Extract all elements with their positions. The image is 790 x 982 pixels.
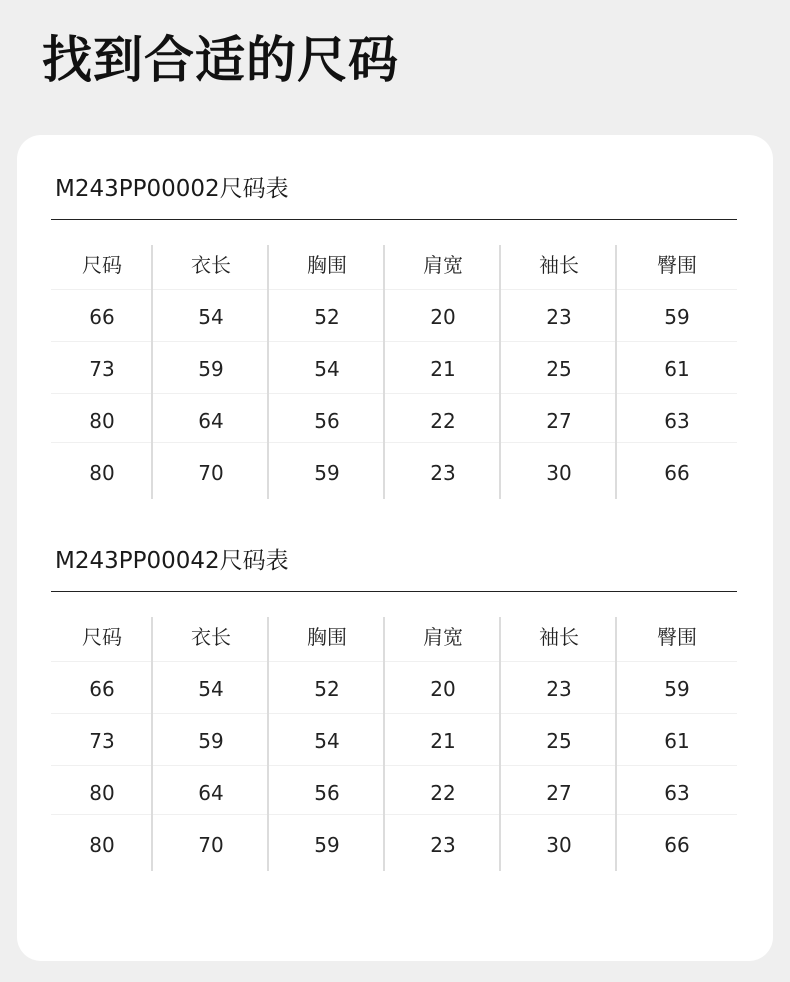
- row-divider: [51, 442, 737, 443]
- row-divider: [51, 289, 737, 290]
- size-chart-card: [17, 135, 773, 961]
- table-cell: 54: [198, 677, 224, 701]
- column-header: 胸围: [307, 253, 347, 277]
- table-cell: 66: [89, 677, 115, 701]
- table-cell: 59: [314, 461, 340, 485]
- table-cell: 66: [89, 305, 115, 329]
- title-divider: [51, 591, 737, 592]
- table-cell: 61: [664, 357, 690, 381]
- table-cell: 70: [198, 833, 224, 857]
- table-cell: 59: [198, 357, 224, 381]
- table-cell: 21: [430, 729, 456, 753]
- table-cell: 54: [198, 305, 224, 329]
- column-header: 衣长: [191, 253, 231, 277]
- table-cell: 59: [664, 305, 690, 329]
- row-divider: [51, 814, 737, 815]
- row-divider: [51, 661, 737, 662]
- column-header: 肩宽: [423, 253, 463, 277]
- row-divider: [51, 393, 737, 394]
- table-cell: 66: [664, 833, 690, 857]
- table-cell: 22: [430, 781, 456, 805]
- table-cell: 80: [89, 781, 115, 805]
- row-divider: [51, 713, 737, 714]
- table-cell: 73: [89, 357, 115, 381]
- table-cell: 64: [198, 781, 224, 805]
- table-cell: 70: [198, 461, 224, 485]
- table-cell: 23: [430, 833, 456, 857]
- table-cell: 52: [314, 305, 340, 329]
- column-header: 臀围: [657, 625, 697, 649]
- page-title: 找到合适的尺码: [42, 31, 399, 89]
- column-header: 臀围: [657, 253, 697, 277]
- table-cell: 63: [664, 781, 690, 805]
- table-cell: 20: [430, 677, 456, 701]
- row-divider: [51, 341, 737, 342]
- table-cell: 56: [314, 781, 340, 805]
- table-cell: 20: [430, 305, 456, 329]
- table-cell: 54: [314, 729, 340, 753]
- table-cell: 30: [546, 833, 572, 857]
- table-cell: 61: [664, 729, 690, 753]
- size-table: [51, 617, 737, 871]
- column-header: 尺码: [82, 625, 122, 649]
- column-header: 袖长: [539, 253, 579, 277]
- size-table-title: M243PP00042尺码表: [55, 548, 289, 574]
- column-header: 肩宽: [423, 625, 463, 649]
- table-cell: 52: [314, 677, 340, 701]
- table-cell: 30: [546, 461, 572, 485]
- table-cell: 64: [198, 409, 224, 433]
- table-cell: 23: [546, 305, 572, 329]
- size-table-title: M243PP00002尺码表: [55, 176, 289, 202]
- table-cell: 59: [314, 833, 340, 857]
- column-header: 衣长: [191, 625, 231, 649]
- table-cell: 80: [89, 461, 115, 485]
- table-cell: 59: [198, 729, 224, 753]
- table-cell: 23: [546, 677, 572, 701]
- table-cell: 80: [89, 833, 115, 857]
- table-cell: 25: [546, 357, 572, 381]
- table-cell: 80: [89, 409, 115, 433]
- table-cell: 22: [430, 409, 456, 433]
- table-cell: 66: [664, 461, 690, 485]
- row-divider: [51, 765, 737, 766]
- title-divider: [51, 219, 737, 220]
- table-cell: 27: [546, 781, 572, 805]
- table-cell: 73: [89, 729, 115, 753]
- table-cell: 56: [314, 409, 340, 433]
- table-cell: 23: [430, 461, 456, 485]
- table-cell: 27: [546, 409, 572, 433]
- column-header: 尺码: [82, 253, 122, 277]
- column-header: 袖长: [539, 625, 579, 649]
- column-header: 胸围: [307, 625, 347, 649]
- table-cell: 59: [664, 677, 690, 701]
- table-cell: 21: [430, 357, 456, 381]
- table-cell: 54: [314, 357, 340, 381]
- size-table: [51, 245, 737, 499]
- table-cell: 63: [664, 409, 690, 433]
- table-cell: 25: [546, 729, 572, 753]
